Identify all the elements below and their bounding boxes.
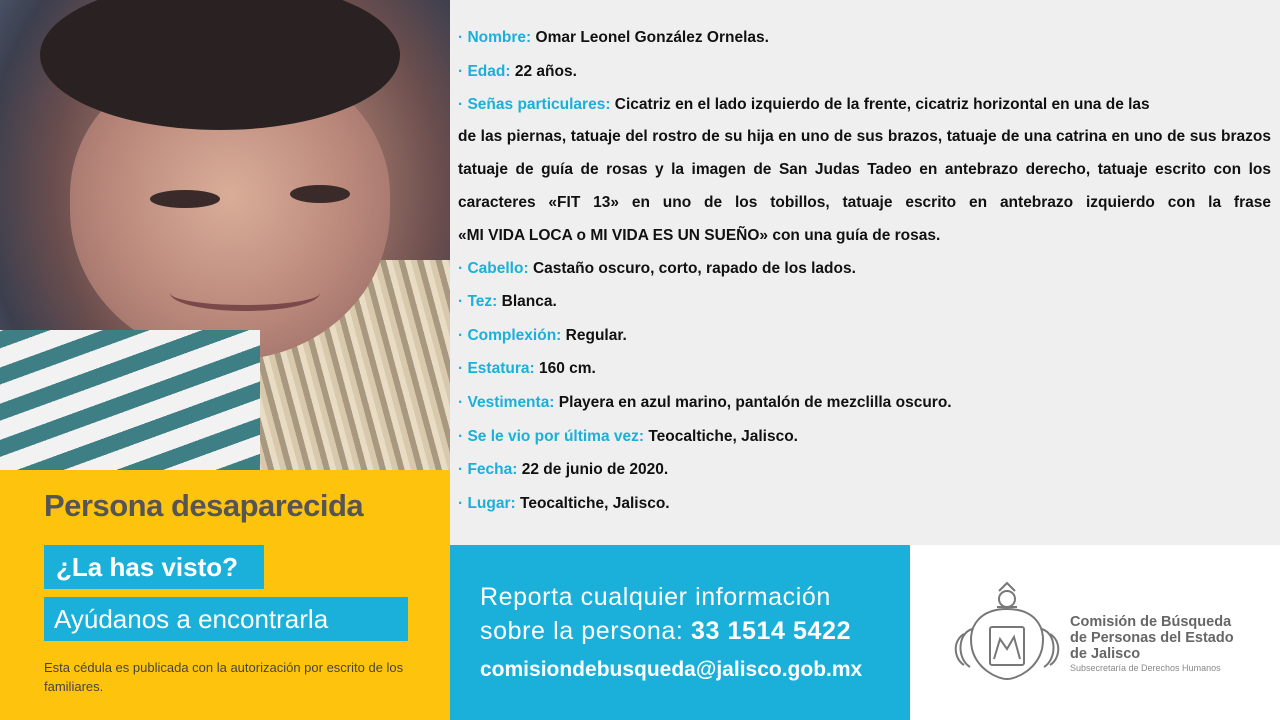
field-ultima-vez: · Se le vio por última vez: Teocaltiche, Jalisco. — [458, 428, 798, 445]
authorization-note: Esta cédula es publicada con la autorización por escrito de los familiares. — [44, 660, 404, 694]
description-line: de las piernas, tatuaje del rostro de su hija en uno de sus brazos, tatuaje de una catrina en uno de sus brazos — [458, 128, 1271, 145]
field-senas: · Señas particulares: Cicatriz en el lado izquierdo de la frente, cicatriz horizontal en una de las — [458, 96, 1150, 113]
field-estatura: · Estatura: 160 cm. — [458, 360, 596, 377]
jalisco-coat-of-arms-icon — [952, 579, 1062, 684]
contact-line1: Reporta cualquier información — [480, 583, 831, 611]
field-tez: · Tez: Blanca. — [458, 293, 557, 310]
organization-subtitle: Subsecretaría de Derechos Humanos — [1070, 663, 1221, 673]
missing-person-photo — [0, 0, 450, 470]
contact-phone: 33 1514 5422 — [690, 617, 852, 645]
missing-banner — [0, 470, 450, 720]
description-line: tatuaje de guía de rosas y la imagen de San Judas Tadeo en antebrazo derecho, tatuaje escrito con los — [458, 161, 1271, 178]
banner-title: Persona desaparecida — [44, 488, 364, 523]
organization-panel — [910, 545, 1280, 720]
banner-help: Ayúdanos a encontrarla — [44, 597, 408, 641]
organization-name: Comisión de Búsqueda de Personas del Estado de Jalisco — [1070, 614, 1234, 662]
banner-question: ¿La has visto? — [44, 545, 264, 589]
description-line: «MI VIDA LOCA o MI VIDA ES UN SUEÑO» con una guía de rosas. — [458, 227, 941, 244]
field-lugar: · Lugar: Teocaltiche, Jalisco. — [458, 495, 670, 512]
contact-line2: sobre la persona: 33 1514 5422 — [480, 617, 852, 645]
field-edad: · Edad: 22 años. — [458, 63, 577, 80]
contact-panel — [450, 545, 910, 720]
field-fecha: · Fecha: 22 de junio de 2020. — [458, 461, 669, 478]
field-nombre: · Nombre: Omar Leonel González Ornelas. — [458, 29, 769, 46]
contact-email: comisiondebusqueda@jalisco.gob.mx — [480, 658, 863, 681]
person-details-panel — [450, 0, 1280, 545]
description-line: caracteres «FIT 13» en uno de los tobillos, tatuaje escrito en antebrazo izquierdo con la frase — [458, 194, 1271, 211]
field-vestimenta: · Vestimenta: Playera en azul marino, pantalón de mezclilla oscuro. — [458, 394, 952, 411]
field-complexion: · Complexión: Regular. — [458, 327, 627, 344]
field-cabello: · Cabello: Castaño oscuro, corto, rapado de los lados. — [458, 260, 856, 277]
